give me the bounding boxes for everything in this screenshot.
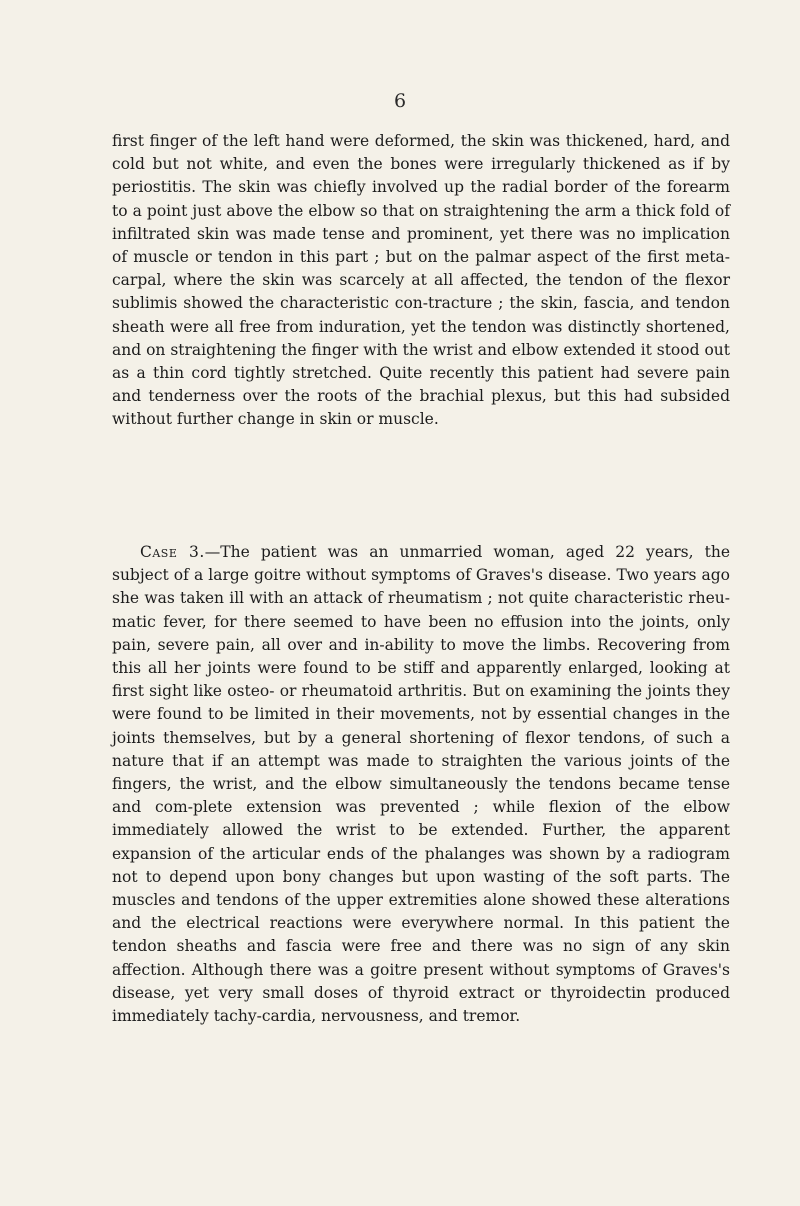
case-3-body: —The patient was an unmarried woman, aged 22 years, the subject of a large goitre without symptoms of Graves's disease. Two years ago she was taken ill with an attack of rheumatism ; not quite characteristic rheu-matic fever, for there seemed to have been no effusion into the joints, only pain, severe pain, all over and in-ability to move the limbs. Recovering from this all her joints were found to be stiff and apparently enlarged, looking at first sight like osteo- or rheumatoid arthritis. But on examining the joints they were found to be limited in their movements, not by essential changes in the joints themselves, but by a general shortening of flexor tendons, of such a nature that if an attempt was made to straighten the various joints of the fingers, the wrist, and the elbow simultaneously the tendons became tense and com-plete extension was prevented ; while flexion of the elbow immediately allowed the wrist to be extended. Further, the apparent expansion of the articular ends of the phalanges was shown by a radiogram not to depend upon bony changes but upon wasting of the soft parts. The muscles and tendons of the upper extremities alone showed these alterations and the electrical reactions were everywhere normal. In this patient the tendon sheaths and fascia were free and there was no sign of any skin affection. Although there was a goitre present without symptoms of Graves's disease, yet very small doses of thyroid extract or thyroidectin produced immediately tachy-cardia, nervousness, and tremor. bbox=[112, 543, 730, 1026]
page-number: 6 bbox=[393, 90, 407, 112]
case-label: Case 3. bbox=[140, 543, 205, 561]
paragraph-continuation: first finger of the left hand were deformed, the skin was thickened, hard, and cold but not white, and even the bones were irregularly thickened as if by periostitis. The skin was chiefly involved up the radial border of the forearm to a point just above the elbow so that on straightening the arm a thick fold of infiltrated skin was made tense and prominent, yet there was no implication of muscle or tendon in this part ; but on the palmar aspect of the first meta-carpal, where the skin was scarcely at all affected, the tendon of the flexor sublimis showed the characteristic con-tracture ; the skin, fascia, and tendon sheath were all free from induration, yet the tendon was distinctly shortened, and on straightening the finger with the wrist and elbow extended it stood out as a thin cord tightly stretched. Quite recently this patient had severe pain and tenderness over the roots of the brachial plexus, but this had subsided without further change in skin or muscle. bbox=[112, 132, 730, 429]
paragraph-case-3 bbox=[112, 541, 730, 1028]
